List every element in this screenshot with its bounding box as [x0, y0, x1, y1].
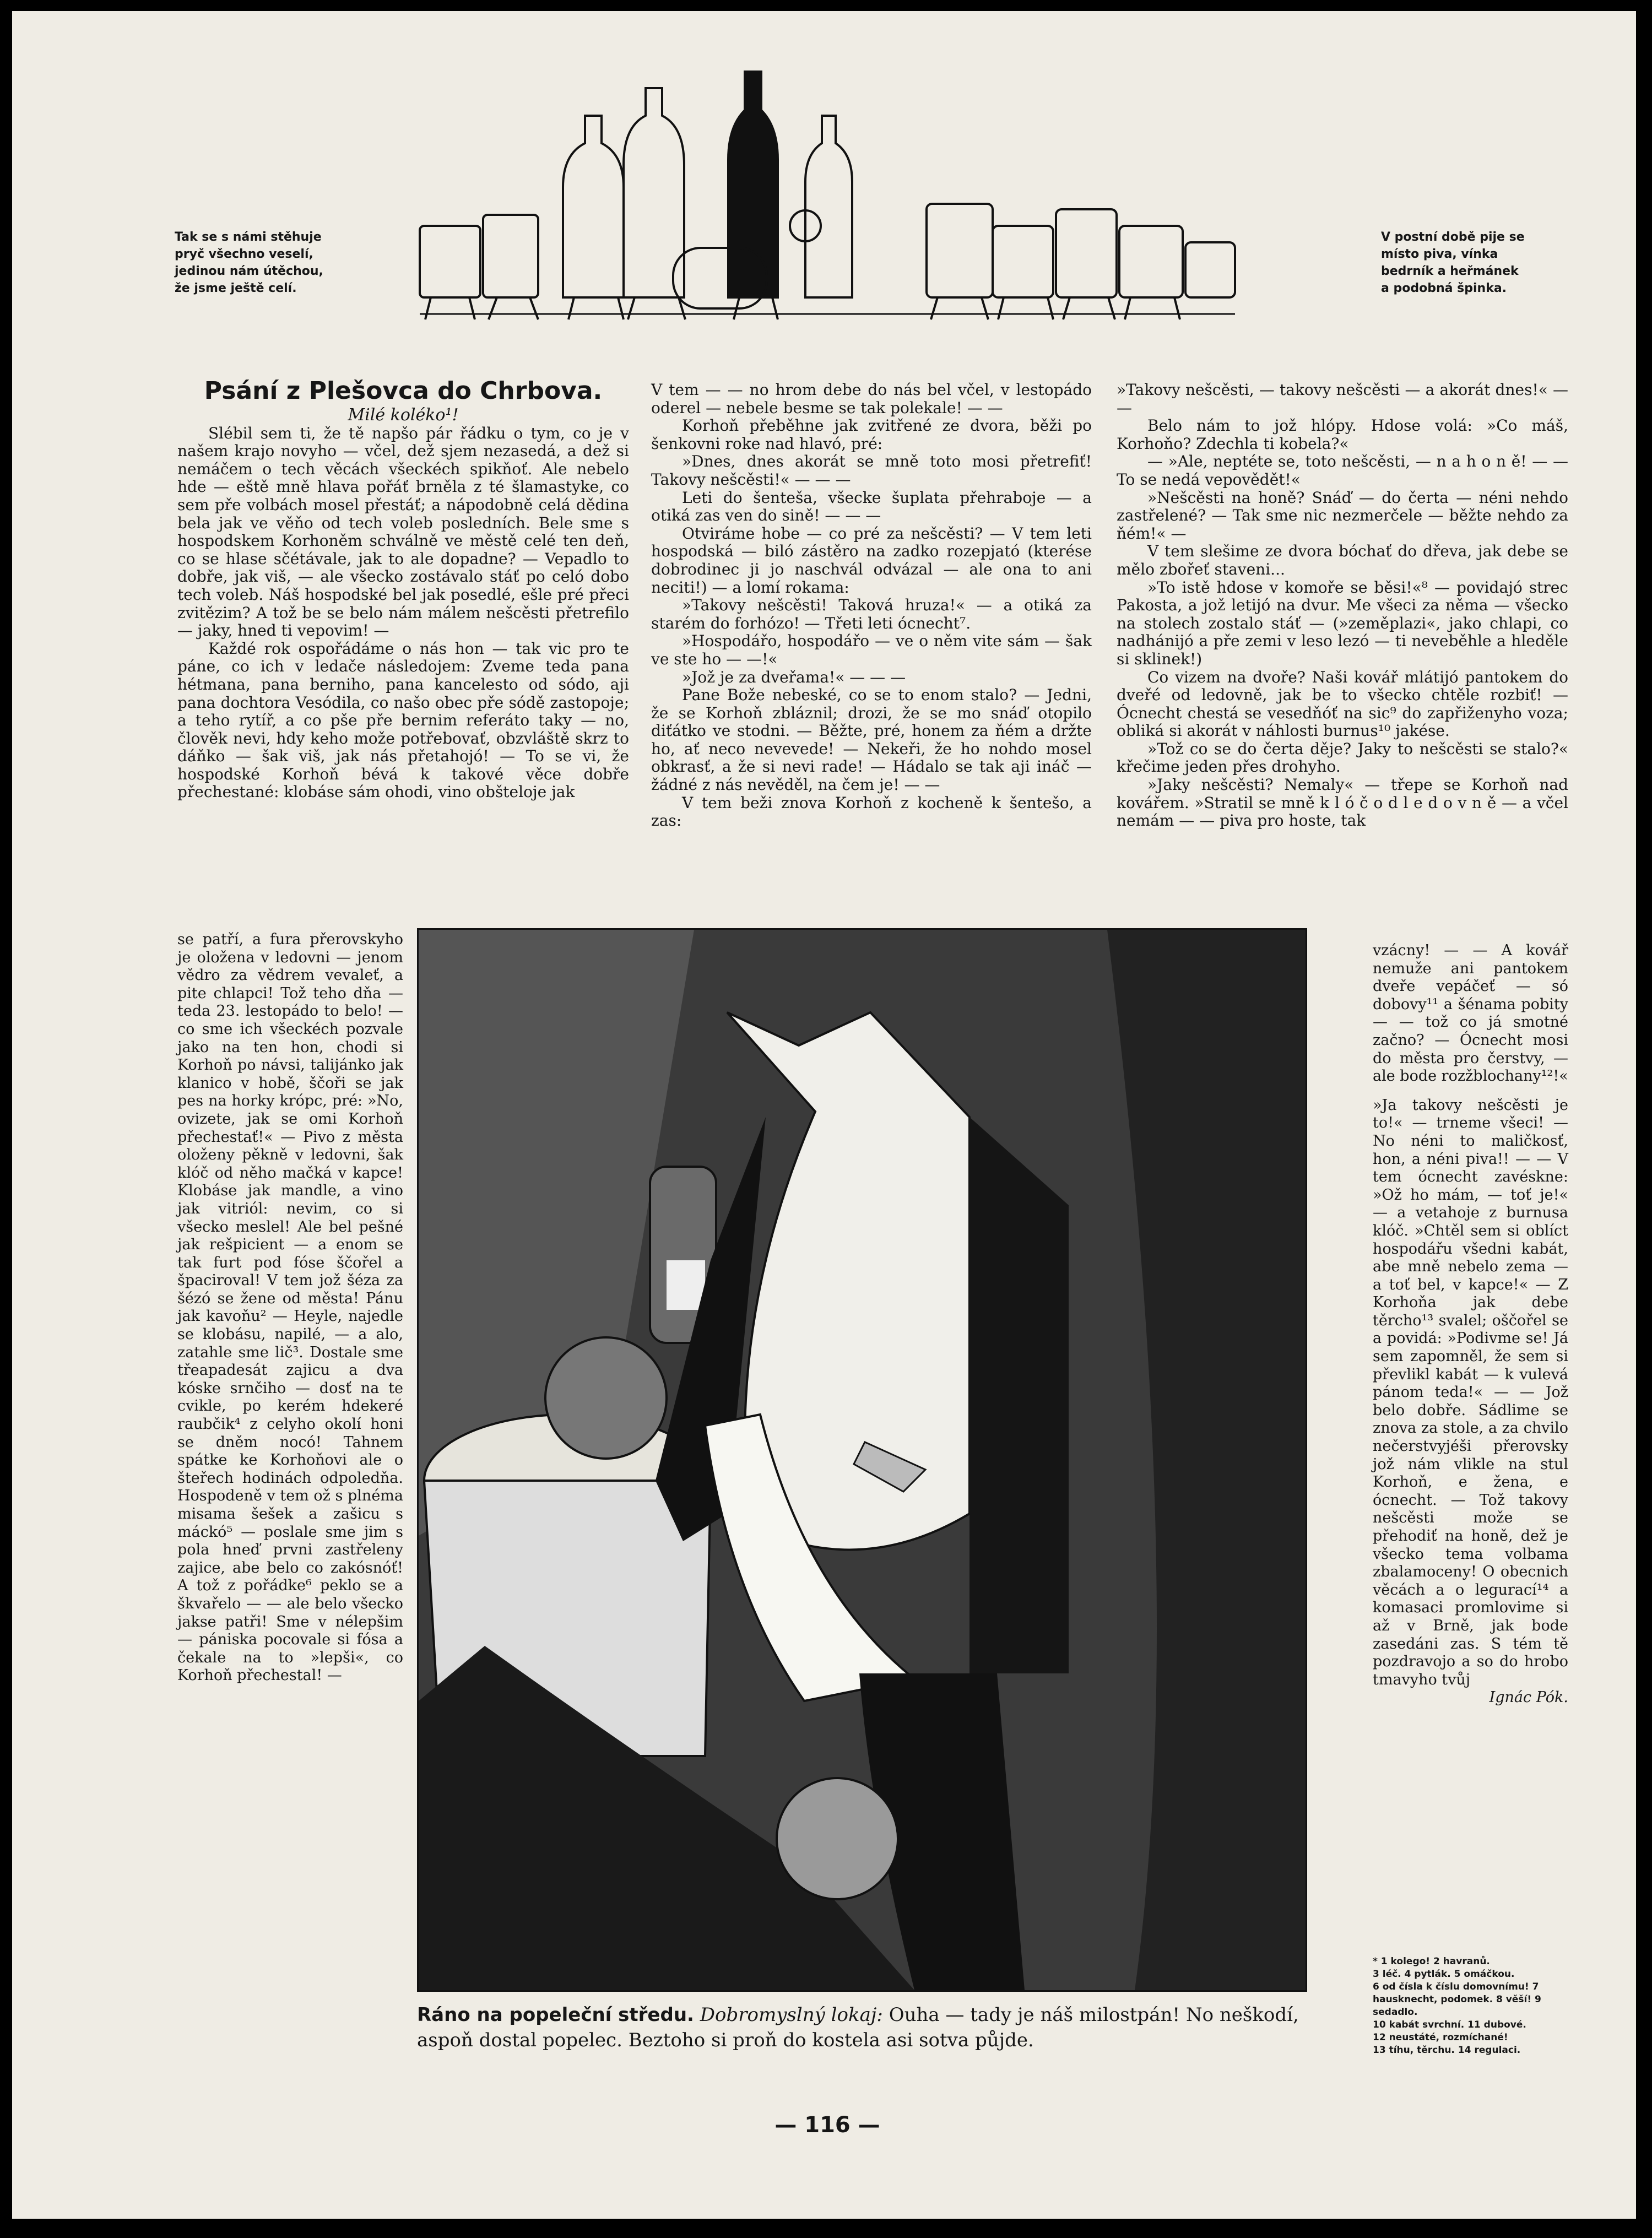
butler-drawing — [419, 930, 1306, 1990]
paragraph: V tem slešime ze dvora bóchať do dřeva, jak debe se mělo zbořeť staveni... — [1117, 542, 1568, 578]
paragraph: Leti do šenteša, všecke šuplata přehraboje — a otiká zas ven do sině! — — — — [651, 488, 1092, 525]
paragraph: V tem — — no hrom debe do nás bel včel, v lestopádo oderel — nebele besme se tak polekale! — — — [651, 381, 1092, 417]
paragraph: Otviráme hobe — co pré za nešcěsti? — V tem leti hospodská — biló zástěro na zadko rozepjató (kterése dobrodinec ji jo naschvál odvázal — ale ona to ani neciti!) — a lomí rokama: — [651, 524, 1092, 597]
footnote: 10 kabát svrchní. 11 dubové. — [1373, 2019, 1526, 2030]
page-number: — 116 — — [774, 2112, 880, 2138]
butler-illustration — [417, 928, 1307, 1992]
signature: Ignác Pók. — [1489, 1689, 1568, 1706]
paragraph: Korhoň přeběhne jak zvitřené ze dvora, běži po šenkovni roke nad hlavó, pré: — [651, 416, 1092, 453]
paragraph: Belo nám to jož hlópy. Hdose volá: »Co máš, Korhoňo? Zdechla ti kobela?« — [1117, 416, 1568, 453]
paragraph: Co vizem na dvoře? Naši kovář mlátijó pantokem do dveřé od ledovně, jak be to všecko chtěle rozbiť! — Ócnecht chestá se vesedňóť na sic⁹ do zapřiženyho voza; obliká si akorát v náhlosti burnus¹⁰ jakése. — [1117, 668, 1568, 740]
footnote: 3 léč. 4 pytlák. 5 omáčkou. — [1373, 1969, 1515, 1980]
paragraph: Slébil sem ti, že tě napšo pár řádku o tym, co je v našem krajo novyho — včel, dež sjem nezasedá, a dež si nemáčem o tech věcách všeckéch spikňoť. Ale nebelo hde — eště mně hlava pořáť brněla z té šlamastyke, co sem pře volbách mosel přestáť; a nápodobně celá dědina bela jak ve věňo od tech voleb posledních. Bele sme s hospodskem Korhoněm schválně ve městě celé ten deň, co se hlase sčétávale, jak to ale dopadne? — Vepadlo to dobře, jak viš, — ale všecko zostávalo stáť po celó dobo tech voleb. Náš hospodské bel jak posedlé, ešle pré přeci zvitězim? A tož be se belo nám málem nešcěsti přetrefilo — jaky, hned ti vepovim! — — [177, 424, 629, 640]
paragraph: »Nešcěsti na honě? Snáď — do čerta — néni nehdo zastřelené? — Tak sme nic nezmerčele — běžte nehdo za ňém!« — — [1117, 488, 1568, 543]
paragraph: vzácny! — — A kovář nemuže ani pantokem dveře vepáčeť — só dobovy¹¹ a šénama pobity — — tož co já smotné začno? — Ócnecht mosi do města pro čerstvy, — ale bode rozžblochany¹²!« — [1373, 942, 1568, 1085]
article-salutation: Milé koléko¹! — [348, 405, 459, 425]
article-title: Psání z Plešovca do Chrbova. — [204, 377, 603, 405]
article-column-3 — [1117, 381, 1568, 830]
paragraph: »To istě hdose v komoře se běsi!«⁸ — povidajó strec Pakosta, a jož letijó na dvur. Me všeci za něma — všecko na stolech zostalo stáť — (»zeměplazi«, jako chlapi, co nadhánijó a pře zemi v leso lezó — ti neveběhle a hleděle si sklinek!) — [1117, 578, 1568, 668]
bottles-and-mugs-illustration — [387, 61, 1252, 336]
footnote: 6 od čísla k číslu domovnímu! 7 hausknecht, podomek. 8 věší! 9 sedadlo. — [1373, 1981, 1541, 2018]
caption-title: Ráno na popeleční středu. — [417, 2004, 694, 2026]
paragraph: »Tož co se do čerta děje? Jaky to nešcěsti se stalo?« křečime jeden přes drohyho. — [1117, 739, 1568, 776]
paragraph: »Ja takovy nešcěsti je to!« — trneme všeci! — No néni to maličkosť, hon, a néni piva!! — — V tem ócnecht zavéskne: »Ož ho mám, — toť je!« — a vetahoje z burnusa klóč. »Chtěl sem si oblíct hospodářu všedni kabát, abe mně nebelo zema — a toť bel, v kapce!« — Z Korhoňa jak debe těrcho¹³ svalel; oščořel se a povidá: »Podivme se! Já sem zapomněl, že sem si převlikl kabát — k vulevá pánom teda!« — — Jož belo dobře. Sádlime se znova za stole, a za chvilo nečerstvyjéši přerovsky jož nám vlikle na stul Korhoň, e žena, e ócnecht. — Tož takovy nešcěsti može se přehodiť na honě, dež je všecko tema volbama zbalamoceny! O obecnich věcách a o legurací¹⁴ a komasaci promlovime si až v Brně, jak bode zasedáni zas. S tém tě pozdravojo a so do hrobo tmavyho tvůj — [1373, 1096, 1568, 1688]
caption-text: Ouha — tady je náš milostpán! No neškodí, aspoň dostal popelec. Beztoho si proň do kostela asi sotva půjde. — [417, 2004, 1299, 2051]
newspaper-page — [12, 11, 1636, 2219]
footnotes — [1373, 1955, 1568, 2057]
paragraph: Každé rok ospořádáme o nás hon — tak vic pro te páne, co ich v ledače následojem: Zveme teda pana hétmana, pana berniho, pana kancelesto od sódo, aji pana dochtora Vesódila, co našo obec pře sódě zastopoje; a teho rytíř, a co pše pře bernim referáto taky — no, člověk nevi, hdy keho može potřebovať, obzvláště skrz to dáňko — šak viš, jak nás přetahojó! — To se vi, že hospodské Korhoň bévá k takové věce dobře přechestané: klobáse sám ohodi, vino obšteloje jak — [177, 639, 629, 801]
paragraph: »Hospodářo, hospodářo — ve o něm vite sám — šak ve ste ho — —!« — [651, 632, 1092, 668]
footnote: * 1 kolego! 2 havranů. — [1373, 1956, 1490, 1967]
paragraph: se patří, a fura přerovskyho je oložena v ledovni — jenom vědro za vědrem vevaleť, a pite chlapci! Tož teho dňa — teda 23. lestopádo to belo! — co sme ich všeckéch pozvale jako na ten hon, chodi si Korhoň po návsi, talijánko jak klanico v hobě, ščoři se jak pes na horky krópc, pré: »No, ovizete, jak se omi Korhoň přechestať!« — Pivo z města oloženy pěkně v ledovni, šak klóč od něho mačká v kapce! Klobáse jak mandle, a vino jak vitriól: nevim, co si všecko meslel! Ale bel pešné jak rešpicient — a enom se tak furt pod fóse ščořel a špaciroval! V tem jož šéza za šézó se žene od města! Pánu jak kavoňu² — Heyle, najedle se klobásu, napilé, — a alo, zatahle sme lič³. Dostale sme třeapadesát zajicu a dva kóske srnčiho — dosť na te cvikle, po kerém hdekeré raubčik⁴ z celyho okolí honi se dněm nocó! Tahnem spátke ke Korhoňovi ale o šteřech hodinách odpoledňa. Hospodeně v tem ož s plnéma misama šešek a zašicu s máckó⁵ — poslale sme jim s pola hneď prvni zastřeleny zajice, abe belo co zakósnóť! A tož z pořádke⁶ peklo se a škvařelo — — ale belo všecko jakse patři! Sme v nélepšim — pániska pocovale si fósa a čekale na to »lepši«, co Korhoň přechestal! — — [177, 931, 403, 1684]
header-left-caption: Tak se s námi stěhuje pryč všechno veselí, jedinou nám útěchou, že jsme ještě celí. — [175, 230, 323, 295]
article-column-2 — [651, 381, 1092, 830]
paragraph: »Dnes, dnes akorát se mně toto mosi přetrefiť! Takovy nešcěsti!« — — — — [651, 452, 1092, 489]
paragraph: »Jož je za dveřama!« — — — — [682, 668, 906, 686]
footnote: 12 neustáté, rozmíchané! — [1373, 2032, 1508, 2043]
paragraph: »Jaky nešcěsti? Nemaly« — třepe se Korhoň nad kovářem. »Stratil se mně k l ó č o d l e d o v n ě — a včel nemám — — piva pro hoste, tak — [1117, 776, 1568, 830]
footnote: 13 tíhu, těrchu. 14 regulaci. — [1373, 2045, 1521, 2056]
article-column-3-narrow — [1373, 942, 1568, 1707]
paragraph: »Takovy nešcěsti, — takovy nešcěsti — a akorát dnes!« — — — [1117, 381, 1568, 417]
illustration-caption — [417, 2002, 1304, 2053]
header-right-caption: V postní době pije se místo piva, vínka bedrník a heřmánek a podobná špinka. — [1381, 230, 1525, 295]
article-column-1 — [177, 376, 629, 801]
paragraph: — »Ale, neptéte se, toto nešcěsti, — n a h o n ě! — — To se nedá vepovědět!« — [1117, 452, 1568, 489]
paragraph: Pane Bože nebeské, co se to enom stalo? — Jedni, že se Korhoň zbláznil; drozi, že se mo snáď otopilo diťátko ve stodni. — Běžte, pré, honem za ňém a držte ho, ať neco nevevede! — Nekeři, že ho nohdo mosel obkrasť, a že si nevi rade! — Hádalo se tak aji ináč — žádné z nás nevěděl, na čem je! — — — [651, 686, 1092, 794]
paragraph: V tem beži znova Korhoň z kocheně k šentešo, a zas: — [651, 793, 1092, 830]
article-column-1-narrow — [177, 931, 403, 1685]
caption-speaker: Dobromyslný lokaj: — [700, 2004, 883, 2026]
paragraph: »Takovy nešcěsti! Taková hruza!« — a otiká za starém do forhózo! — Třeti leti ócnecht⁷. — [651, 596, 1092, 632]
